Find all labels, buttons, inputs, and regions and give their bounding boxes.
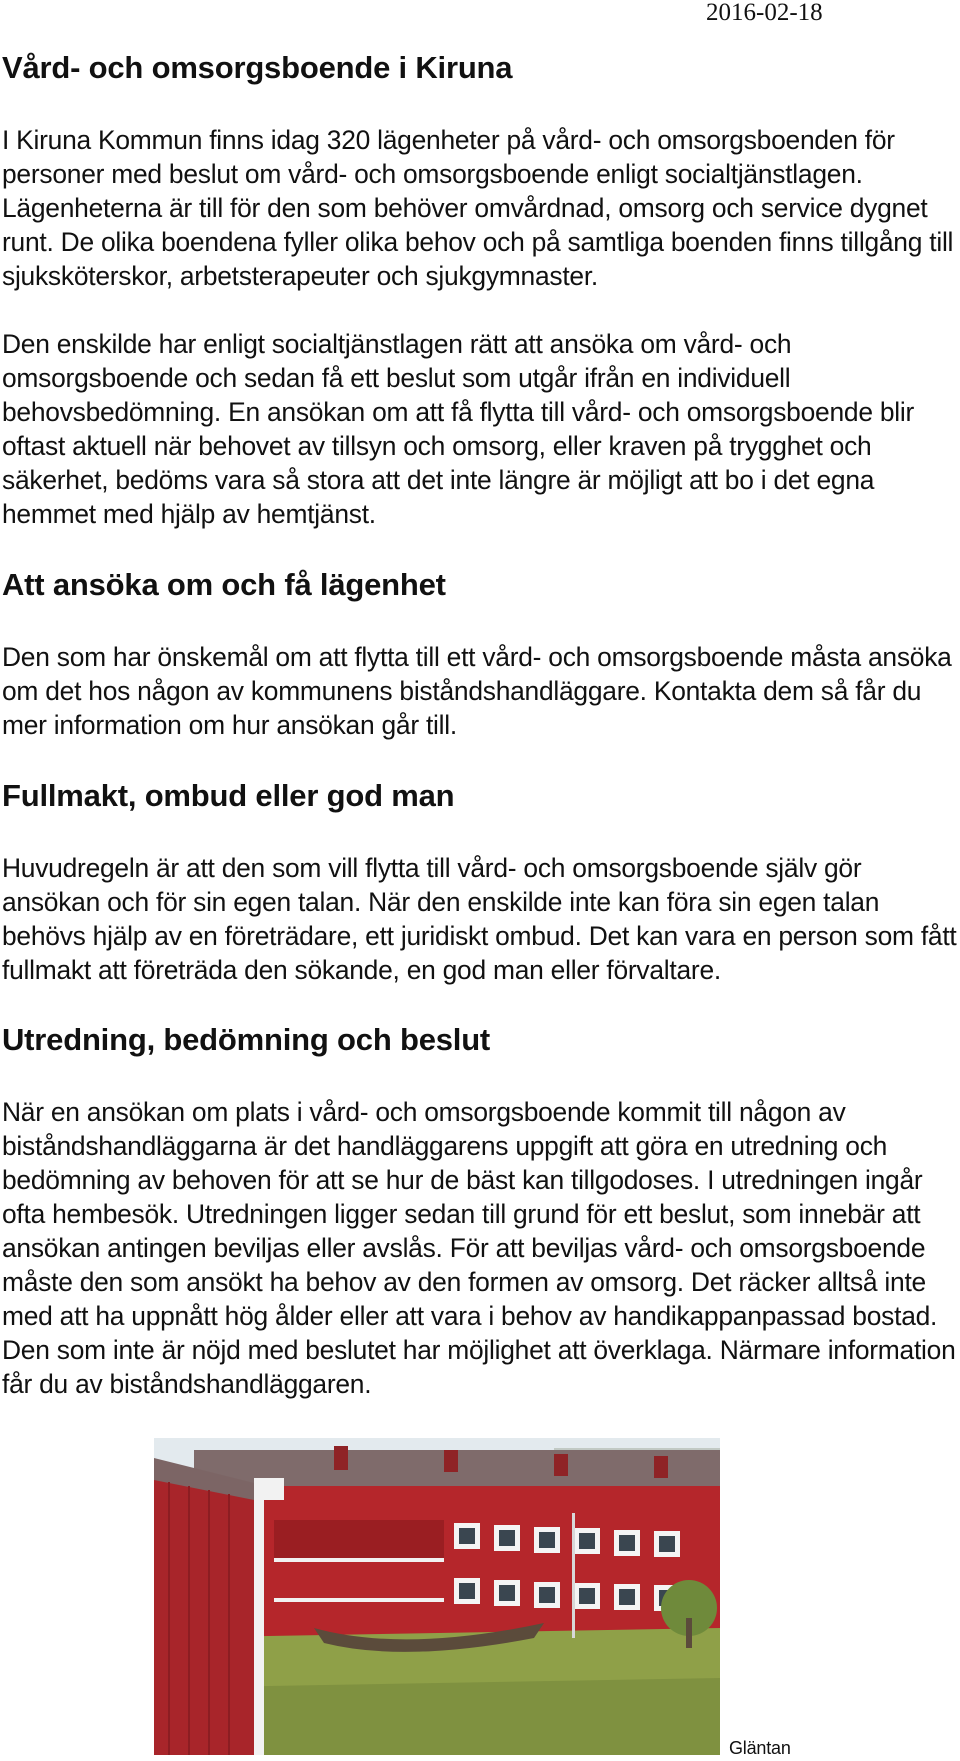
section-heading-ansoka: Att ansöka om och få lägenhet [2, 567, 446, 602]
building-photo [154, 1438, 720, 1755]
intro-paragraph-2: Den enskilde har enligt socialtjänstlagen rätt att ansöka om vård- och omsorgsboende och sedan få ett beslut som utgår ifrån en individuell behovsbedömning. En ansökan om att få flytta till vård- och omsorgsboende blir oftast aktuell när behovet av tillsyn och omsorg, eller kraven på trygghet och säkerhet, bedöms vara så stora att det inte längre är möjligt att bo i det egna hemmet med hjälp av hemtjänst. [2, 329, 915, 529]
document-date: 2016-02-18 [706, 0, 823, 26]
section-heading-fullmakt: Fullmakt, ombud eller god man [2, 778, 455, 813]
intro-paragraph-1: I Kiruna Kommun finns idag 320 lägenheter på vård- och omsorgsboenden för personer med beslut om vård- och omsorgsboende enligt socialtjänstlagen. Lägenheterna är till för den som behöver omvårdnad, omsorg och service dygnet runt. De olika boendena fyller olika behov och på samtliga boenden finns tillgång till sjuksköterskor, arbetsterapeuter och sjukgymnaster. [2, 125, 954, 291]
main-heading: Vård- och omsorgsboende i Kiruna [2, 50, 513, 85]
section-text-utredning: När en ansökan om plats i vård- och omsorgsboende kommit till någon av biståndshandläggarna är det handläggarens uppgift att göra en utredning och bedömning av behoven för att se hur de bäst kan tillgodoses. I utredningen ingår ofta hembesök. Utredningen ligger sedan till grund för ett beslut, som innebär att ansökan antingen beviljas eller avslås. För att beviljas vård- och omsorgsboende måste den som ansökt ha behov av den formen av omsorg. Det räcker alltså inte med att ha uppnått hög ålder eller att vara i behov av handikappanpassad bostad. Den som inte är nöjd med beslutet har möjlighet att överklaga. Närmare information får du av biståndshandläggaren. [2, 1097, 956, 1399]
section-text-ansoka: Den som har önskemål om att flytta till ett vård- och omsorgsboende måsta ansöka om det hos någon av kommunens biståndshandläggare. Kontakta dem så får du mer information om hur ansökan går till. [2, 642, 952, 740]
section-heading-utredning: Utredning, bedömning och beslut [2, 1022, 491, 1057]
section-text-fullmakt: Huvudregeln är att den som vill flytta till vård- och omsorgsboende själv gör ansökan och för sin egen talan. När den enskilde inte kan föra sin egen talan behövs hjälp av en företrädare, ett juridiskt ombud. Det kan vara en person som fått fullmakt att företräda den sökande, en god man eller förvaltare. [2, 853, 957, 985]
photo-caption: Gläntan [729, 1738, 791, 1758]
